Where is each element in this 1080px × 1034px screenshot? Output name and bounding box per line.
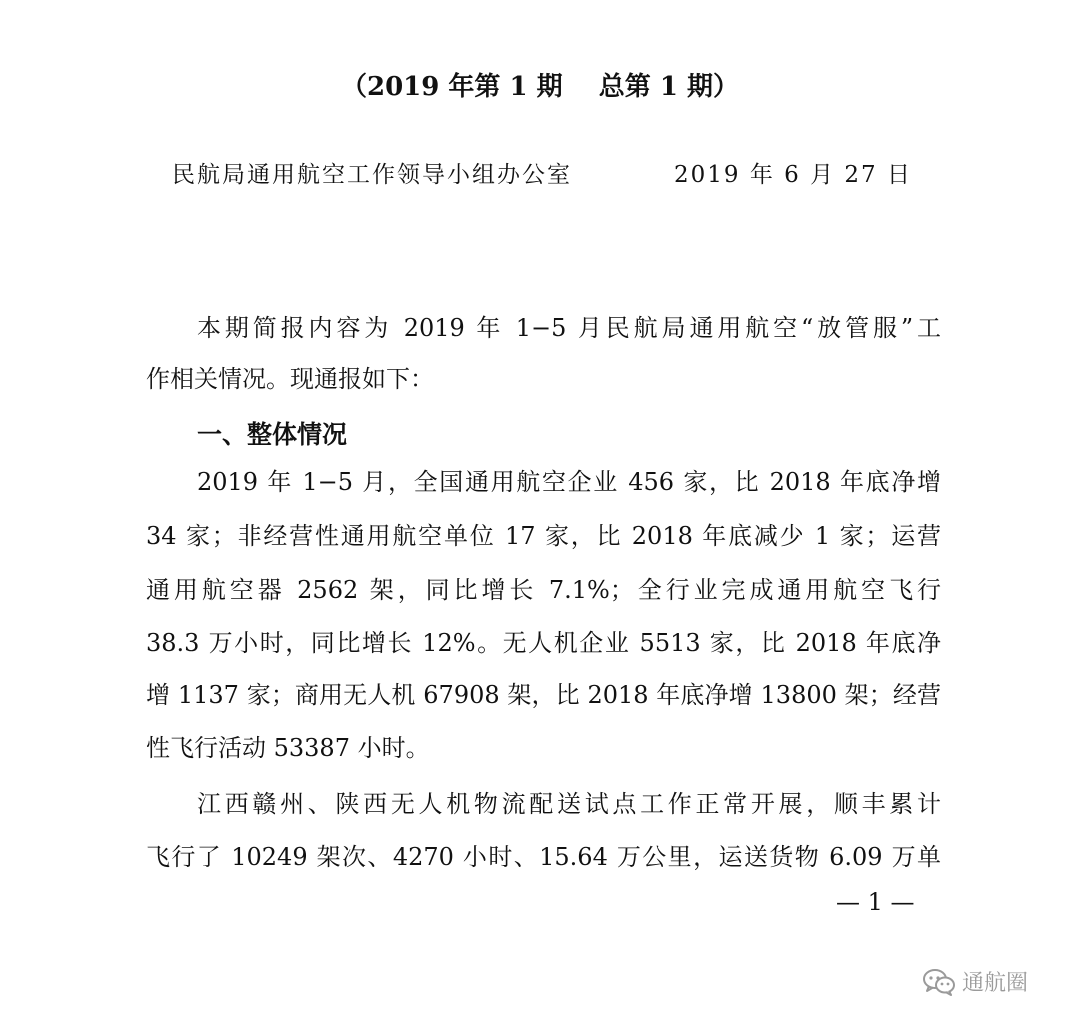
intro-line: 本期简报内容为 2019 年 1−5 月民航局通用航空“放管服”工	[197, 314, 941, 342]
paragraph-line: 性飞行活动 53387 小时。	[146, 734, 430, 762]
watermark-text: 通航圈	[962, 971, 1029, 996]
paragraph-line: 飞行了 10249 架次、4270 小时、15.64 万公里，运送货物 6.09 万单	[146, 843, 941, 871]
paragraph-line: 增 1137 家；商用无人机 67908 架，比 2018 年底净增 13800 架；经营	[146, 681, 941, 709]
header-meta	[172, 156, 912, 189]
paragraph-line: 2019 年 1−5 月，全国通用航空企业 456 家，比 2018 年底净增	[197, 468, 941, 496]
paragraph-line: 34 家；非经营性通用航空单位 17 家，比 2018 年底减少 1 家；运营	[146, 522, 941, 550]
watermark	[922, 966, 1028, 997]
section-heading: 一、整体情况	[197, 420, 348, 449]
issue-date: 2019 年 6 月 27 日	[674, 162, 912, 188]
wechat-icon	[922, 968, 956, 996]
page-number: — 1 —	[836, 888, 915, 916]
issue-number: （2019 年第 1 期 总第 1 期）	[340, 72, 739, 102]
paragraph-line: 通用航空器 2562 架，同比增长 7.1%；全行业完成通用航空飞行	[146, 576, 941, 604]
intro-line: 作相关情况。现通报如下：	[146, 365, 434, 393]
issuing-office: 民航局通用航空工作领导小组办公室	[172, 162, 572, 188]
paragraph-line: 江西赣州、陕西无人机物流配送试点工作正常开展，顺丰累计	[197, 790, 941, 818]
paragraph-line: 38.3 万小时，同比增长 12%。无人机企业 5513 家，比 2018 年底净	[146, 629, 941, 657]
